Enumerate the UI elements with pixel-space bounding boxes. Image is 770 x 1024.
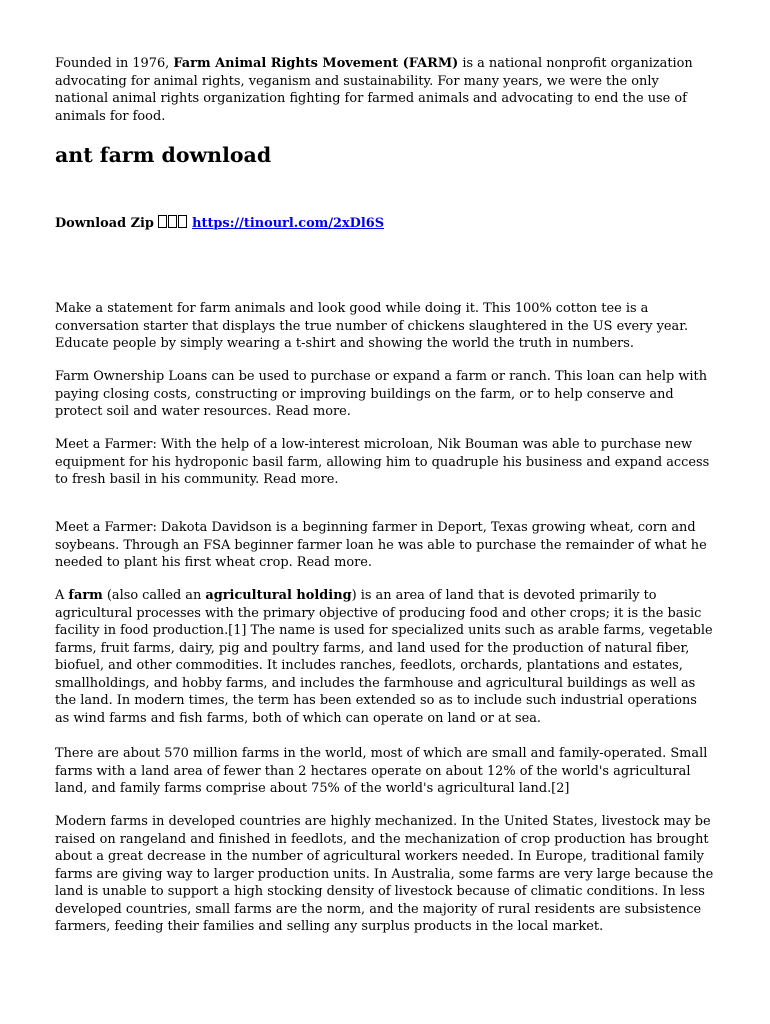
organization-name: Farm Animal Rights Movement (FARM) xyxy=(173,56,459,71)
farm-term: farm xyxy=(68,588,103,603)
intro-text-end: is a national nonprofit organization advocating for animal rights, veganism and sustainability. For many years, we were the only national animal rights organization fighting for farmed animals and advocating to end the use of animals for food. xyxy=(55,56,693,124)
farm-def-text-2: (also called an xyxy=(102,588,206,603)
farm-def-text-3: ) is an area of land that is devoted primarily to agricultural processes with the primary objective of producing food and other crops; it is the basic facility in food production.[1] The name is used for specialized units such as arable farms, vegetable farms, fruit farms, dairy, pig and poultry farms, and land used for the production of natural fiber, biofuel, and other commodities. It includes ranches, feedlots, orchards, plantations and estates, smallholdings, and hobby farms, and includes the farmhouse and agricultural buildings as well as the land. In modern times, the term has been extended so as to include such industrial operations as wind farms and fish farms, both of which can operate on land or at sea. xyxy=(55,588,713,726)
download-link[interactable]: https://tinourl.com/2xDl6S xyxy=(192,216,385,231)
paragraph-meet-farmer-dakota: Meet a Farmer: Dakota Davidson is a beginning farmer in Deport, Texas growing wheat, corn and soybeans. Through an FSA beginner farmer loan he was able to purchase the remainder of what he needed to plant his first wheat crop. Read more. xyxy=(55,520,707,570)
paragraph-tshirt: Make a statement for farm animals and look good while doing it. This 100% cotton tee is a conversation starter that displays the true number of chickens slaughtered in the US every year. Educate people by simply wearing a t-shirt and showing the world the truth in numbers. xyxy=(55,301,689,351)
intro-text-start: Founded in 1976, xyxy=(55,56,174,71)
farm-def-text-1: A xyxy=(55,588,69,603)
paragraph-meet-farmer-nik: Meet a Farmer: With the help of a low-interest microloan, Nik Bouman was able to purchase new equipment for his hydroponic basil farm, allowing him to quadruple his business and expand access to fresh basil in his community. Read more. xyxy=(55,437,710,487)
intro-paragraph xyxy=(55,55,715,125)
paragraph-modern-farms: Modern farms in developed countries are highly mechanized. In the United States, livestock may be raised on rangeland and finished in feedlots, and the mechanization of crop production has brought about a great decrease in the number of agricultural workers needed. In Europe, traditional family farms are giving way to larger production units. In Australia, some farms are very large because the land is unable to support a high stocking density of livestock because of climatic conditions. In less developed countries, small farms are the norm, and the majority of rural residents are subsistence farmers, feeding their families and selling any surplus products in the local market. xyxy=(55,814,714,934)
page-title: ant farm download xyxy=(55,143,272,167)
download-label: Download Zip xyxy=(55,216,154,231)
paragraph-farm-statistics: There are about 570 million farms in the world, most of which are small and family-operated. Small farms with a land area of fewer than 2 hectares operate on about 12% of the world's agricultural land, and family farms comprise about 75% of the world's agricultural land.[2] xyxy=(55,746,708,796)
document-page xyxy=(55,55,715,934)
agricultural-holding-term: agricultural holding xyxy=(205,588,352,603)
paragraph-loans: Farm Ownership Loans can be used to purchase or expand a farm or ranch. This loan can help with paying closing costs, constructing or improving buildings on the farm, or to help conserve and protect soil and water resources. Read more. xyxy=(55,369,707,419)
missing-glyph-icon xyxy=(158,216,188,231)
download-line xyxy=(55,215,384,233)
paragraph-farm-definition xyxy=(55,587,715,727)
